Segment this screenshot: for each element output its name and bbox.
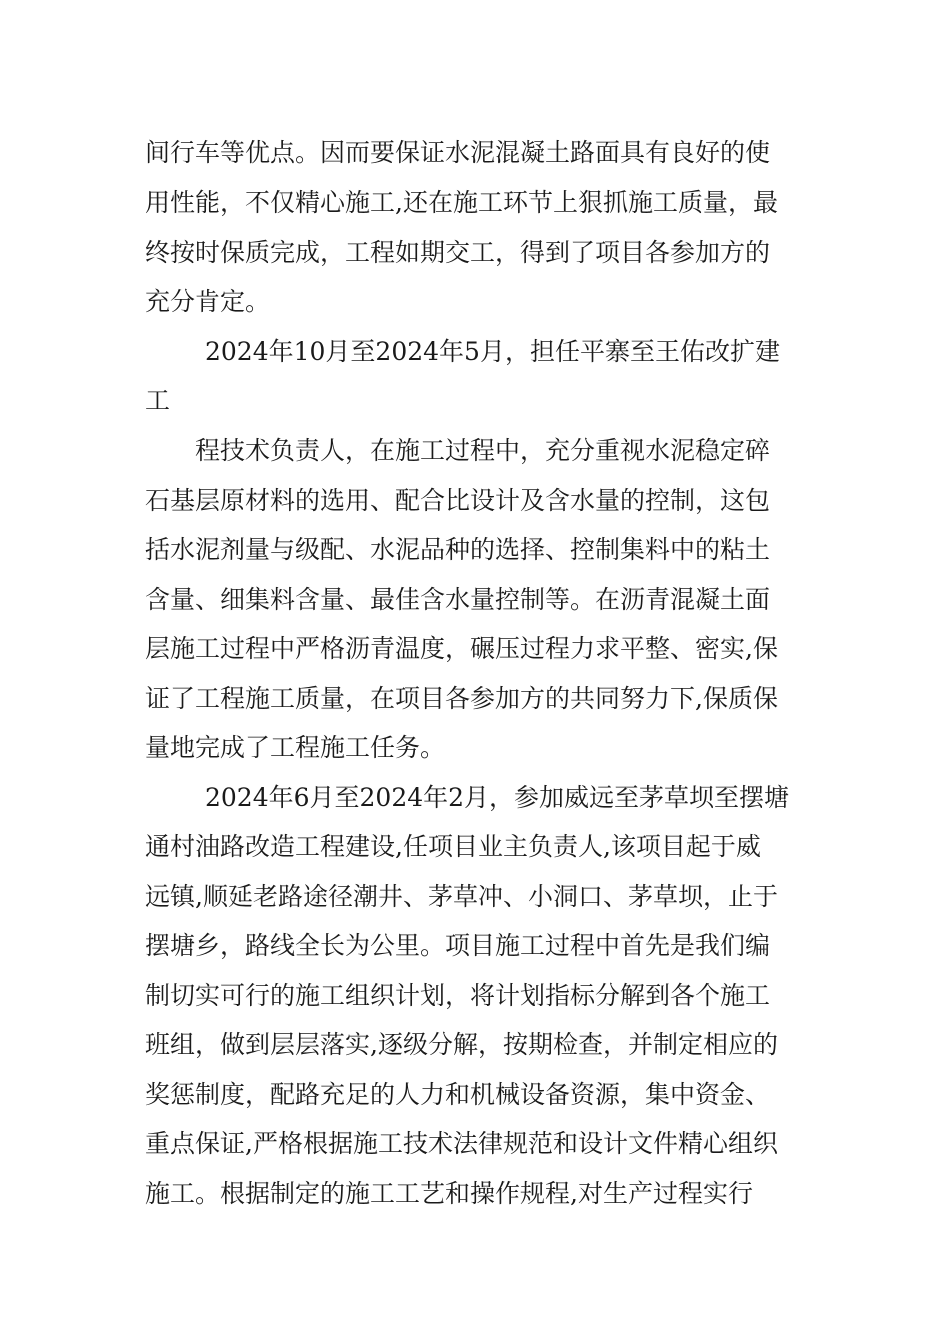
text-line: 充分肯定。 <box>145 287 271 316</box>
text-line: 层施工过程中严格沥青温度，碾压过程力求平整、密实,保 <box>145 634 778 663</box>
text-line: 工 <box>145 386 171 415</box>
text-line: 奖惩制度，配路充足的人力和机械设备资源，集中资金、 <box>145 1080 771 1109</box>
text-line: 含量、细集料含量、最佳含水量控制等。在沥青混凝土面 <box>145 585 771 614</box>
text-line: 2024年10月至2024年5月，担任平寨至王佑改扩建 <box>205 337 780 366</box>
text-line: 通村油路改造工程建设,任项目业主负责人,该项目起于威 <box>145 832 761 861</box>
text-line: 石基层原材料的选用、配合比设计及含水量的控制，这包 <box>145 486 771 515</box>
text-line: 用性能，不仅精心施工,还在施工环节上狠抓施工质量，最 <box>145 188 778 217</box>
text-line: 摆塘乡，路线全长为公里。项目施工过程中首先是我们编 <box>145 931 771 960</box>
text-line: 远镇,顺延老路途径潮井、茅草冲、小洞口、茅草坝，止于 <box>145 882 778 911</box>
text-line: 2024年6月至2024年2月，参加威远至茅草坝至摆塘 <box>205 783 790 812</box>
text-line: 量地完成了工程施工任务。 <box>145 733 446 762</box>
text-line: 程技术负责人，在施工过程中，充分重视水泥稳定碎 <box>195 436 771 465</box>
text-line: 证了工程施工质量，在项目各参加方的共同努力下,保质保 <box>145 684 778 713</box>
text-line: 施工。根据制定的施工工艺和操作规程,对生产过程实行 <box>145 1179 753 1208</box>
text-line: 制切实可行的施工组织计划，将计划指标分解到各个施工 <box>145 981 771 1010</box>
text-line: 间行车等优点。因而要保证水泥混凝土路面具有良好的使 <box>145 138 771 167</box>
text-line: 班组，做到层层落实,逐级分解，按期检查，并制定相应的 <box>145 1030 778 1059</box>
text-line: 括水泥剂量与级配、水泥品种的选择、控制集料中的粘土 <box>145 535 771 564</box>
text-line: 终按时保质完成，工程如期交工，得到了项目各参加方的 <box>145 238 771 267</box>
text-line: 重点保证,严格根据施工技术法律规范和设计文件精心组织 <box>145 1129 778 1158</box>
